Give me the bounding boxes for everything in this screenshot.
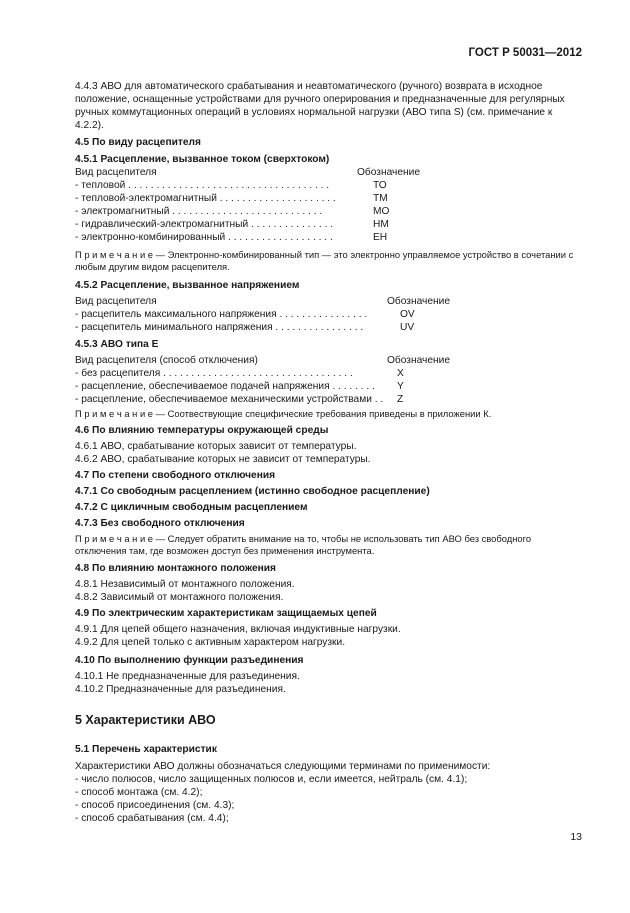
row-label: - без расцепителя . . . . . . . . . . . . . . . . . . . . . . . . . . . . . . . . . . [75,368,353,379]
row-code: OV [400,309,415,320]
table-row [75,205,403,218]
heading-5-1: 5.1 Перечень характеристик [75,744,217,755]
table-row [75,231,403,244]
list-item: - способ присоединения (см. 4.3); [75,800,235,811]
paragraph-4-6-1: 4.6.1 АВО, срабатывание которых зависит от температуры. [75,441,357,452]
table-row [75,367,415,380]
list-item: - способ монтажа (см. 4.2); [75,787,203,798]
list-item: - число полюсов, число защищенных полюсов и, если имеется, нейтраль (см. 4.1); [75,774,468,785]
row-label: - расцепление, обеспечиваемое механическими устройствами . . [75,394,384,405]
paragraph-4-10-2: 4.10.2 Предназначенные для разъединения. [75,684,286,695]
column-kind: Вид расцепителя (способ отключения) [75,355,258,366]
table-row [75,179,403,192]
column-kind: Вид расцепителя [75,296,157,307]
paragraph-4-9-2: 4.9.2 Для цепей только с активным характером нагрузки. [75,637,346,648]
heading-4-6: 4.6 По влиянию температуры окружающей среды [75,425,329,436]
row-code: X [397,368,404,379]
paragraph-4-10-1: 4.10.1 Не предназначенные для разъединения. [75,671,300,682]
row-label: - расцепитель минимального напряжения . . . . . . . . . . . . . . . . [75,322,364,333]
table-header [75,354,450,367]
row-label: - тепловой . . . . . . . . . . . . . . . . . . . . . . . . . . . . . . . . . . . . [75,180,330,191]
row-code: UV [400,322,415,333]
table-type-e [75,354,583,406]
row-code: Z [397,394,404,405]
heading-4-5-3: 4.5.3 АВО типа Е [75,339,159,350]
paragraph-4-8-1: 4.8.1 Независимый от монтажного положения. [75,579,295,590]
row-label: - тепловой-электромагнитный . . . . . . . . . . . . . . . . . . . . . [75,193,336,204]
page-number: 13 [570,831,582,843]
table-trip-current [75,166,583,244]
row-code: Y [397,381,404,392]
table-row [75,192,403,205]
document-header: ГОСТ Р 50031—2012 [468,47,582,59]
row-label: - расцепитель максимального напряжения . . . . . . . . . . . . . . . . [75,309,368,320]
row-label: - расцепление, обеспечиваемое подачей напряжения . . . . . . . . [75,381,375,392]
paragraph-4-9-1: 4.9.1 Для цепей общего назначения, включая индуктивные нагрузки. [75,624,401,635]
note-2: П р и м е ч а н и е — Соотвествующие специфические требования приведены в приложении К. [75,408,492,419]
heading-4-7-2: 4.7.2 С цикличным свободным расцеплением [75,502,308,513]
table-header [75,166,420,179]
row-code: ЕН [373,232,388,243]
table-trip-voltage [75,295,583,334]
heading-4-9: 4.9 По электрическим характеристикам защищаемых цепей [75,608,377,619]
row-code: НМ [373,219,389,230]
column-designation: Обозначение [356,167,420,178]
heading-4-5-2: 4.5.2 Расцепление, вызванное напряжением [75,280,300,291]
column-designation: Обозначение [386,355,450,366]
heading-section-5: 5 Характеристики АВО [75,713,216,727]
table-row [75,308,430,321]
list-item: - способ срабатывания (см. 4.4); [75,813,229,824]
table-row [75,393,415,406]
heading-4-7-1: 4.7.1 Со свободным расцеплением (истинно свободное расцепление) [75,486,430,497]
heading-4-5: 4.5 По виду расцепителя [75,137,201,148]
heading-4-7: 4.7 По степени свободного отключения [75,470,276,481]
paragraph-5-1: Характеристики АВО должны обозначаться следующими терминами по применимости: [75,761,491,772]
note-3: П р и м е ч а н и е — Следует обратить внимание на то, чтобы не использовать тип АВО без свободного отключения там, где возможен доступ без применения инструмента. [75,533,532,556]
table-row [75,218,403,231]
heading-4-8: 4.8 По влиянию монтажного положения [75,563,276,574]
paragraph-4-8-2: 4.8.2 Зависимый от монтажного положения. [75,592,284,603]
row-code: ТО [373,180,387,191]
paragraph-4-6-2: 4.6.2 АВО, срабатывание которых не зависит от температуры. [75,454,371,465]
table-row [75,380,415,393]
paragraph-4-4-3: 4.4.3 АВО для автоматического срабатывания и неавтоматического (ручного) возврата в исходное положение, оснащенные устройствами для ручного оперирования и предназначенные для регулярных ручных коммутационных операций в условиях нормальной нагрузки (АВО типа S) (см. примечание к 4.2.2). [75,81,565,131]
table-row [75,321,430,334]
row-code: ТМ [373,193,388,204]
column-designation: Обозначение [386,296,450,307]
row-label: - гидравлический-электромагнитный . . . . . . . . . . . . . . . [75,219,334,230]
heading-4-7-3: 4.7.3 Без свободного отключения [75,518,245,529]
document-body [75,80,583,825]
heading-4-10: 4.10 По выполнению функции разъединения [75,655,304,666]
column-kind: Вид расцепителя [75,167,157,178]
table-header [75,295,450,308]
row-label: - электронно-комбинированный . . . . . . . . . . . . . . . . . . . [75,232,333,243]
note-1: П р и м е ч а н и е — Электронно-комбинированный тип — это электронно управляемое устройство в сочетании с любым другим видом расцепителя. [75,249,574,272]
row-code: МО [373,206,390,217]
heading-4-5-1: 4.5.1 Расцепление, вызванное током (сверхтоком) [75,154,330,165]
row-label: - электромагнитный . . . . . . . . . . . . . . . . . . . . . . . . . . . [75,206,323,217]
